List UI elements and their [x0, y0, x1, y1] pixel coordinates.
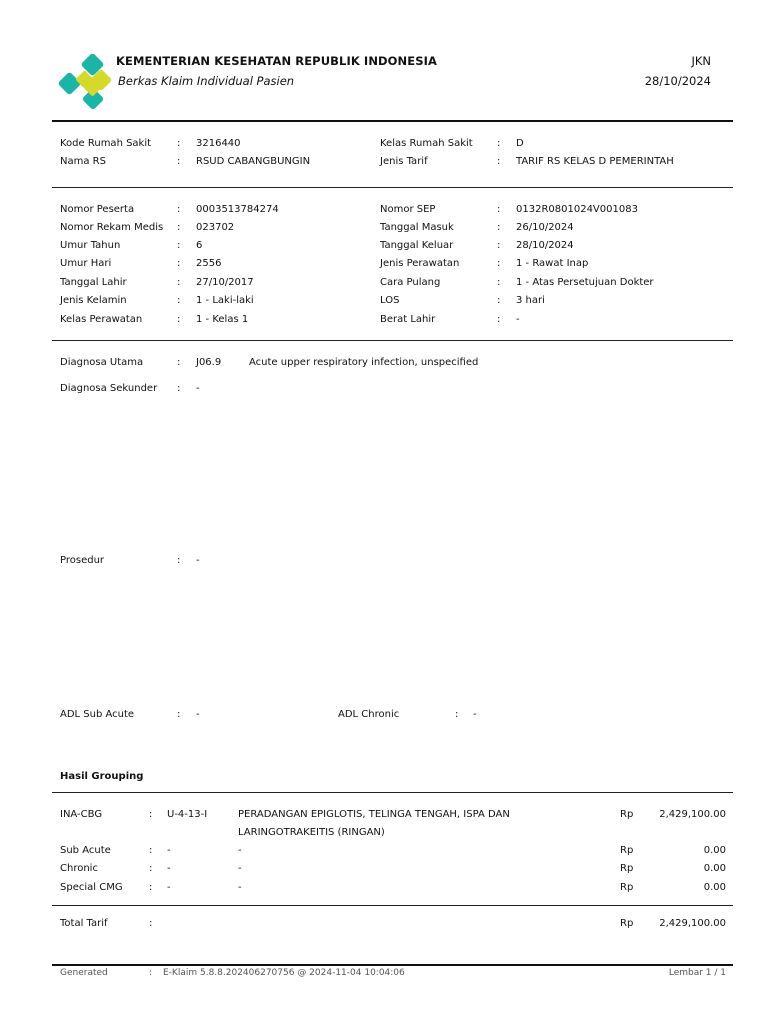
- patient-field-label: Berat Lahir: [380, 314, 436, 325]
- patient-field-label: Nomor SEP: [380, 204, 436, 215]
- colon: :: [177, 314, 181, 325]
- patient-field-label: Jenis Perawatan: [380, 258, 460, 269]
- diagnosa-utama-code: J06.9: [196, 357, 222, 368]
- colon: :: [455, 709, 459, 720]
- section-divider: [52, 792, 733, 793]
- patient-field-value: 0003513784274: [196, 204, 279, 215]
- kode-rs-label: Kode Rumah Sakit: [60, 138, 152, 149]
- patient-field-label: Tanggal Lahir: [60, 277, 127, 288]
- currency-label: Rp: [620, 863, 634, 874]
- adl-sub-acute-value: -: [196, 709, 200, 720]
- colon: :: [497, 295, 501, 306]
- diagnosa-sekunder-label: Diagnosa Sekunder: [60, 383, 158, 394]
- section-divider: [52, 187, 733, 188]
- adl-chronic-value: -: [473, 709, 477, 720]
- patient-field-label: Jenis Kelamin: [60, 295, 127, 306]
- patient-field-label: Tanggal Masuk: [380, 222, 454, 233]
- section-divider: [52, 340, 733, 341]
- total-tarif-label: Total Tarif: [60, 918, 108, 929]
- kemenkes-logo: [56, 54, 112, 110]
- colon: :: [177, 295, 181, 306]
- patient-field-label: Nomor Peserta: [60, 204, 135, 215]
- colon: :: [497, 240, 501, 251]
- colon: :: [177, 383, 181, 394]
- diagnosa-sekunder-value: -: [196, 383, 200, 394]
- colon: :: [177, 204, 181, 215]
- grouping-row-code: -: [167, 882, 171, 893]
- colon: :: [149, 845, 153, 856]
- prosedur-label: Prosedur: [60, 555, 105, 566]
- patient-field-label: Tanggal Keluar: [380, 240, 454, 251]
- generated-label: Generated: [60, 968, 108, 978]
- patient-field-value: -: [516, 314, 520, 325]
- currency-label: Rp: [620, 918, 634, 929]
- total-tarif-amount: 2,429,100.00: [659, 918, 726, 929]
- patient-field-value: 27/10/2017: [196, 277, 254, 288]
- patient-field-label: Kelas Perawatan: [60, 314, 143, 325]
- patient-field-value: 1 - Kelas 1: [196, 314, 249, 325]
- patient-field-label: Cara Pulang: [380, 277, 441, 288]
- page-number: Lembar 1 / 1: [668, 968, 726, 978]
- grouping-row-code: U-4-13-I: [167, 809, 208, 820]
- kelas-rs-label: Kelas Rumah Sakit: [380, 138, 473, 149]
- patient-field-value: 023702: [196, 222, 235, 233]
- colon: :: [497, 314, 501, 325]
- program-label: JKN: [691, 54, 711, 68]
- grouping-row-amount: 0.00: [703, 845, 726, 856]
- grouping-title: Hasil Grouping: [60, 771, 144, 782]
- patient-field-value: 6: [196, 240, 203, 251]
- colon: :: [177, 709, 181, 720]
- colon: :: [149, 863, 153, 874]
- patient-field-value: 0132R0801024V001083: [516, 204, 638, 215]
- colon: :: [149, 918, 153, 929]
- nama-rs-label: Nama RS: [60, 156, 106, 167]
- colon: :: [177, 240, 181, 251]
- currency-label: Rp: [620, 809, 634, 820]
- footer-divider: [52, 964, 733, 966]
- nama-rs-value: RSUD CABANGBUNGIN: [196, 156, 311, 167]
- document-subtitle: Berkas Klaim Individual Pasien: [118, 74, 295, 88]
- kelas-rs-value: D: [516, 138, 524, 149]
- currency-label: Rp: [620, 845, 634, 856]
- prosedur-value: -: [196, 555, 200, 566]
- colon: :: [177, 555, 181, 566]
- diagnosa-utama-label: Diagnosa Utama: [60, 357, 144, 368]
- colon: :: [149, 809, 153, 820]
- grouping-row-label: Chronic: [60, 863, 98, 874]
- colon: :: [149, 968, 153, 978]
- generated-value: E-Klaim 5.8.8.202406270756 @ 2024-11-04 10:04:06: [163, 968, 405, 978]
- colon: :: [497, 204, 501, 215]
- grouping-row-desc: PERADANGAN EPIGLOTIS, TELINGA TENGAH, ISPA DAN: [238, 809, 510, 820]
- kode-rs-value: 3216440: [196, 138, 241, 149]
- patient-field-value: 26/10/2024: [516, 222, 574, 233]
- colon: :: [149, 882, 153, 893]
- grouping-row-amount: 0.00: [703, 863, 726, 874]
- patient-field-label: Nomor Rekam Medis: [60, 222, 164, 233]
- colon: :: [177, 277, 181, 288]
- colon: :: [177, 156, 181, 167]
- grouping-row-label: Special CMG: [60, 882, 123, 893]
- colon: :: [497, 222, 501, 233]
- colon: :: [497, 258, 501, 269]
- colon: :: [177, 222, 181, 233]
- colon: :: [497, 138, 501, 149]
- grouping-row-amount: 0.00: [703, 882, 726, 893]
- patient-field-label: Umur Tahun: [60, 240, 121, 251]
- section-divider: [52, 905, 733, 906]
- patient-field-value: 28/10/2024: [516, 240, 574, 251]
- patient-field-value: 1 - Laki-laki: [196, 295, 254, 306]
- colon: :: [497, 156, 501, 167]
- grouping-row-desc: -: [238, 863, 242, 874]
- document-date: 28/10/2024: [644, 74, 711, 88]
- colon: :: [177, 357, 181, 368]
- patient-field-value: 2556: [196, 258, 222, 269]
- colon: :: [177, 258, 181, 269]
- ministry-title: KEMENTERIAN KESEHATAN REPUBLIK INDONESIA: [116, 54, 438, 68]
- jenis-tarif-value: TARIF RS KELAS D PEMERINTAH: [516, 156, 674, 167]
- grouping-row-amount: 2,429,100.00: [659, 809, 726, 820]
- patient-field-value: 3 hari: [516, 295, 545, 306]
- grouping-row-desc: -: [238, 845, 242, 856]
- header-divider: [52, 120, 733, 122]
- grouping-row-label: Sub Acute: [60, 845, 111, 856]
- patient-field-label: Umur Hari: [60, 258, 112, 269]
- grouping-row-code: -: [167, 845, 171, 856]
- patient-field-value: 1 - Rawat Inap: [516, 258, 589, 269]
- grouping-row-desc: -: [238, 882, 242, 893]
- adl-chronic-label: ADL Chronic: [338, 709, 400, 720]
- diagnosa-utama-desc: Acute upper respiratory infection, unspecified: [249, 357, 479, 368]
- currency-label: Rp: [620, 882, 634, 893]
- grouping-row-code: -: [167, 863, 171, 874]
- patient-field-value: 1 - Atas Persetujuan Dokter: [516, 277, 654, 288]
- jenis-tarif-label: Jenis Tarif: [380, 156, 428, 167]
- colon: :: [177, 138, 181, 149]
- grouping-row-desc-cont: LARINGOTRAKEITIS (RINGAN): [238, 827, 385, 838]
- grouping-row-label: INA-CBG: [60, 809, 103, 820]
- colon: :: [497, 277, 501, 288]
- patient-field-label: LOS: [380, 295, 400, 306]
- adl-sub-acute-label: ADL Sub Acute: [60, 709, 135, 720]
